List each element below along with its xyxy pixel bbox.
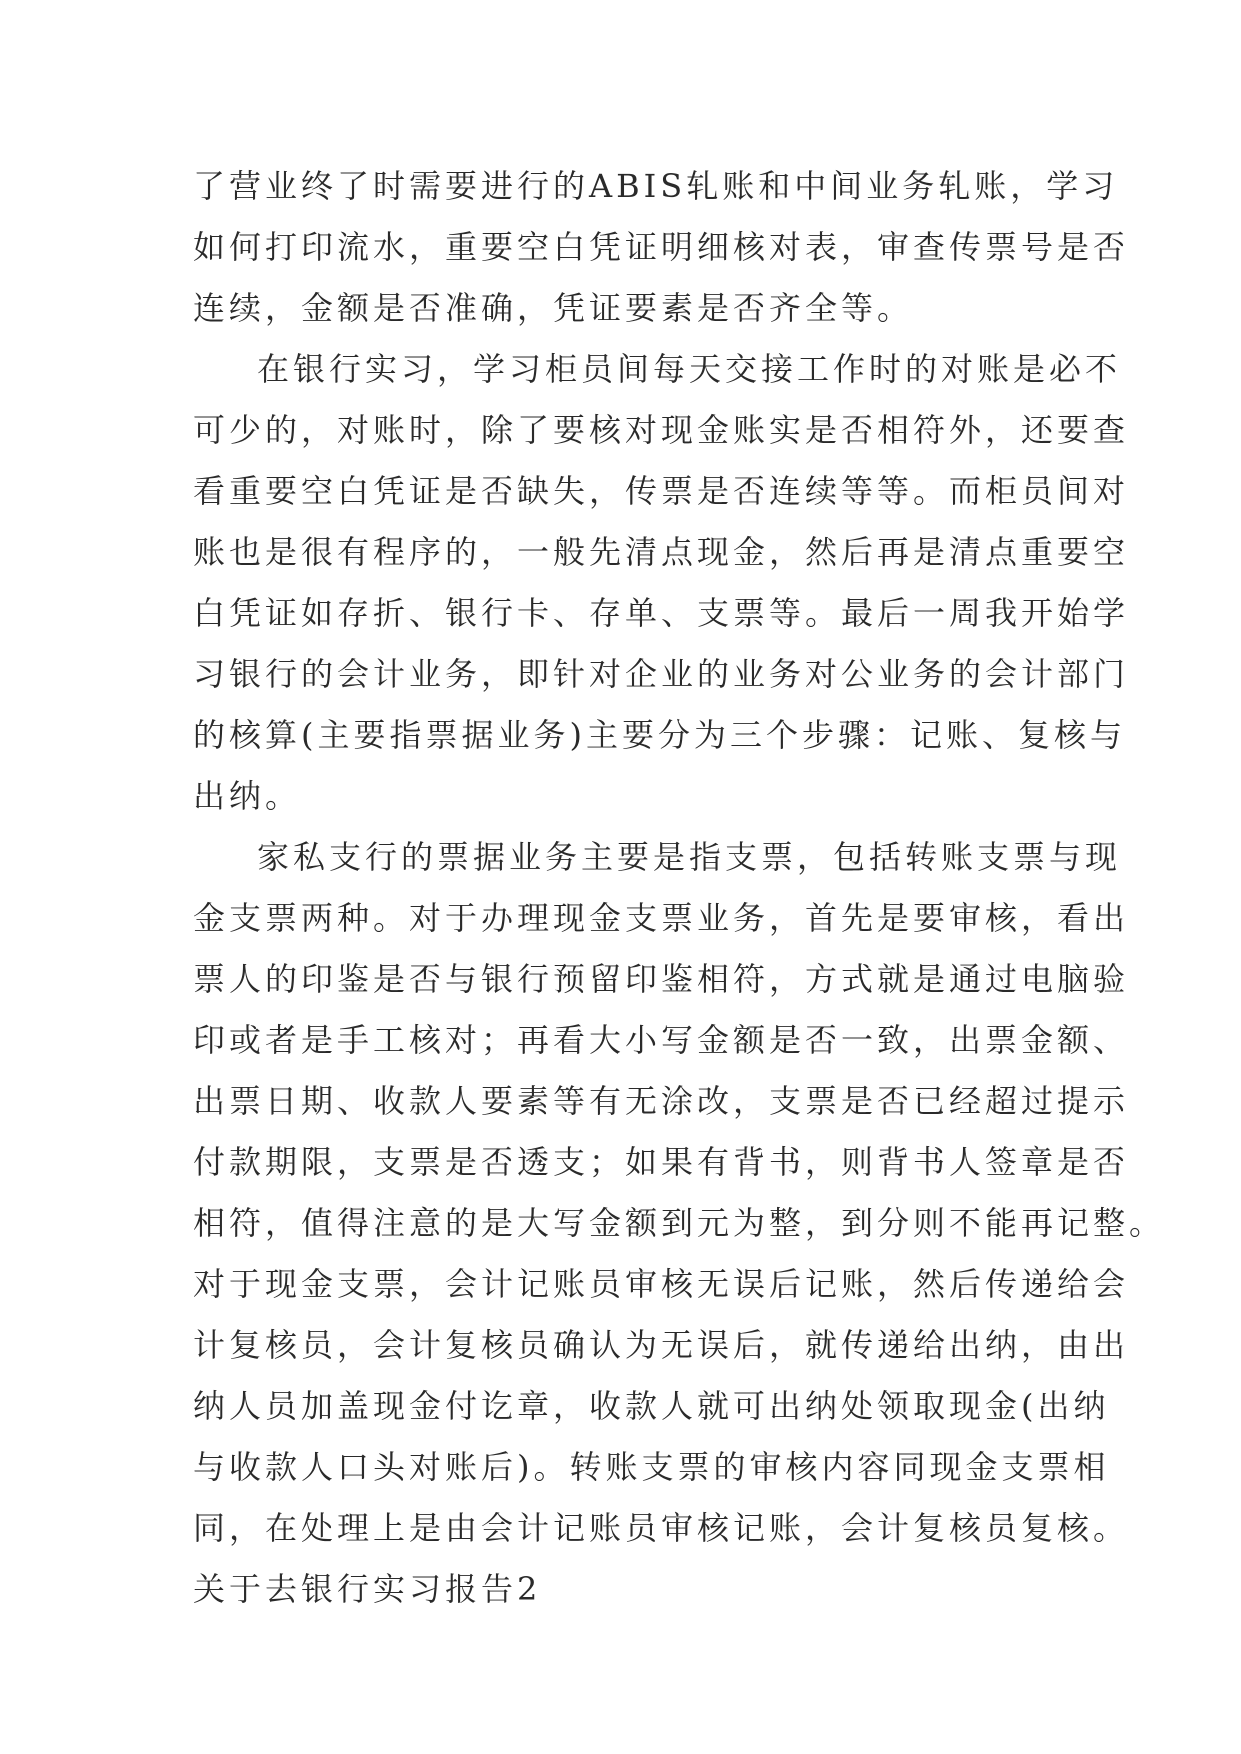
paragraph-1	[193, 156, 1130, 339]
paragraph-line: 对于现金支票，会计记账员审核无误后记账，然后传递给会	[193, 1265, 1130, 1303]
paragraph-line: 票人的印鉴是否与银行预留印鉴相符，方式就是通过电脑验	[193, 960, 1130, 998]
paragraph-line: 付款期限，支票是否透支；如果有背书，则背书人签章是否	[193, 1143, 1130, 1181]
paragraph-line: 看重要空白凭证是否缺失，传票是否连续等等。而柜员间对	[193, 472, 1130, 510]
paragraph-line: 在银行实习，学习柜员间每天交接工作时的对账是必不	[257, 350, 1122, 388]
paragraph-line: 同，在处理上是由会计记账员审核记账，会计复核员复核。	[193, 1509, 1130, 1547]
paragraph-line: 出票日期、收款人要素等有无涂改，支票是否已经超过提示	[193, 1082, 1130, 1120]
paragraph-line: 纳人员加盖现金付讫章，收款人就可出纳处领取现金(出纳	[193, 1387, 1110, 1425]
section-heading: 关于去银行实习报告2	[193, 1570, 542, 1608]
paragraph-line: 的核算(主要指票据业务)主要分为三个步骤：记账、复核与	[193, 716, 1126, 754]
paragraph-line: 可少的，对账时，除了要核对现金账实是否相符外，还要查	[193, 411, 1130, 449]
paragraph-line: 金支票两种。对于办理现金支票业务，首先是要审核，看出	[193, 899, 1130, 937]
paragraph-line: 计复核员，会计复核员确认为无误后，就传递给出纳，由出	[193, 1326, 1130, 1364]
paragraph-line: 白凭证如存折、银行卡、存单、支票等。最后一周我开始学	[193, 594, 1130, 632]
paragraph-line: 印或者是手工核对；再看大小写金额是否一致，出票金额、	[193, 1021, 1130, 1059]
paragraph-line: 习银行的会计业务，即针对企业的业务对公业务的会计部门	[193, 655, 1130, 693]
paragraph-line: 如何打印流水，重要空白凭证明细核对表，审查传票号是否	[193, 228, 1130, 266]
paragraph-2	[193, 339, 1130, 827]
paragraph-line: 相符，值得注意的是大写金额到元为整，到分则不能再记整。	[193, 1204, 1166, 1242]
document-body	[193, 156, 1166, 1620]
paragraph-line: 账也是很有程序的，一般先清点现金，然后再是清点重要空	[193, 533, 1130, 571]
paragraph-line: 了营业终了时需要进行的ABIS轧账和中间业务轧账，学习	[193, 167, 1119, 205]
paragraph-line: 家私支行的票据业务主要是指支票，包括转账支票与现	[257, 838, 1122, 876]
paragraph-line: 出纳。	[193, 777, 302, 815]
paragraph-line: 连续，金额是否准确，凭证要素是否齐全等。	[193, 289, 914, 327]
paragraph-line: 与收款人口头对账后)。转账支票的审核内容同现金支票相	[193, 1448, 1110, 1486]
paragraph-3	[193, 827, 1166, 1559]
